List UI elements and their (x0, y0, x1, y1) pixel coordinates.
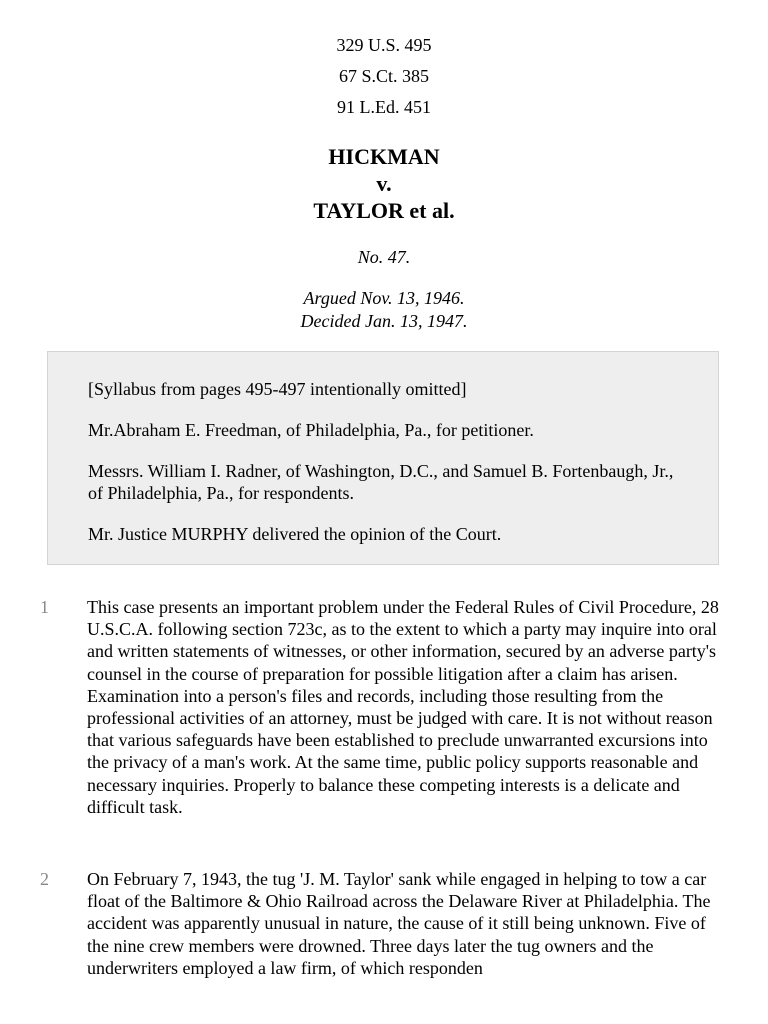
petitioner-counsel: Mr.Abraham E. Freedman, of Philadelphia, Pa., for petitioner. (88, 420, 534, 440)
paragraph-number: 1 (40, 597, 49, 617)
syllabus-note: [Syllabus from pages 495-497 intentionally omitted] (88, 379, 467, 399)
paragraph-number: 2 (40, 869, 49, 889)
respondent-name: TAYLOR et al. (313, 198, 455, 223)
paragraph-text: This case presents an important problem under the Federal Rules of Civil Procedure, 28 U.S.C.A. following section 723c, as to the extent to which a party may inquire into oral and written statements of witnesses, or other information, secured by an adverse party's counsel in the course of preparation for possible litigation after a claim has arisen. Examination into a person's files and records, including those resulting from the professional activities of an attorney, must be judged with care. It is not without reason that various safeguards have been established to preclude unwarranted excursions into the privacy of a man's work. At the same time, public policy supports reasonable and necessary inquiries. Properly to balance these competing interests is a delicate and difficult task. (87, 597, 719, 817)
case-title (0, 143, 768, 224)
us-reports-citation: 329 U.S. 495 (336, 35, 432, 55)
argued-date: Argued Nov. 13, 1946. (303, 288, 465, 308)
citations (0, 34, 768, 127)
opinion-paragraph (0, 596, 768, 846)
case-dates (0, 287, 768, 333)
respondent-counsel: Messrs. William I. Radner, of Washington, D.C., and Samuel B. Fortenbaugh, Jr., of Philadelphia, Pa., for respondents. (88, 461, 674, 503)
supreme-court-reporter-citation: 67 S.Ct. 385 (338, 66, 430, 86)
opinion-author: Mr. Justice MURPHY delivered the opinion of the Court. (88, 524, 502, 544)
syllabus-box (47, 351, 719, 565)
paragraph-text: On February 7, 1943, the tug 'J. M. Taylor' sank while engaged in helping to tow a car float of the Baltimore & Ohio Railroad across the Delaware River at Philadelphia. The accident was apparently unusual in nature, the cause of it still being unknown. Five of the nine crew members were drowned. Three days later the tug owners and the underwriters employed a law firm, of which responden (87, 869, 711, 978)
decided-date: Decided Jan. 13, 1947. (300, 311, 468, 331)
versus-label: v. (376, 171, 392, 196)
petitioner-name: HICKMAN (328, 144, 440, 169)
lawyers-edition-citation: 91 L.Ed. 451 (337, 97, 431, 117)
docket-number: No. 47. (357, 247, 411, 267)
opinion-paragraph (0, 868, 768, 1008)
